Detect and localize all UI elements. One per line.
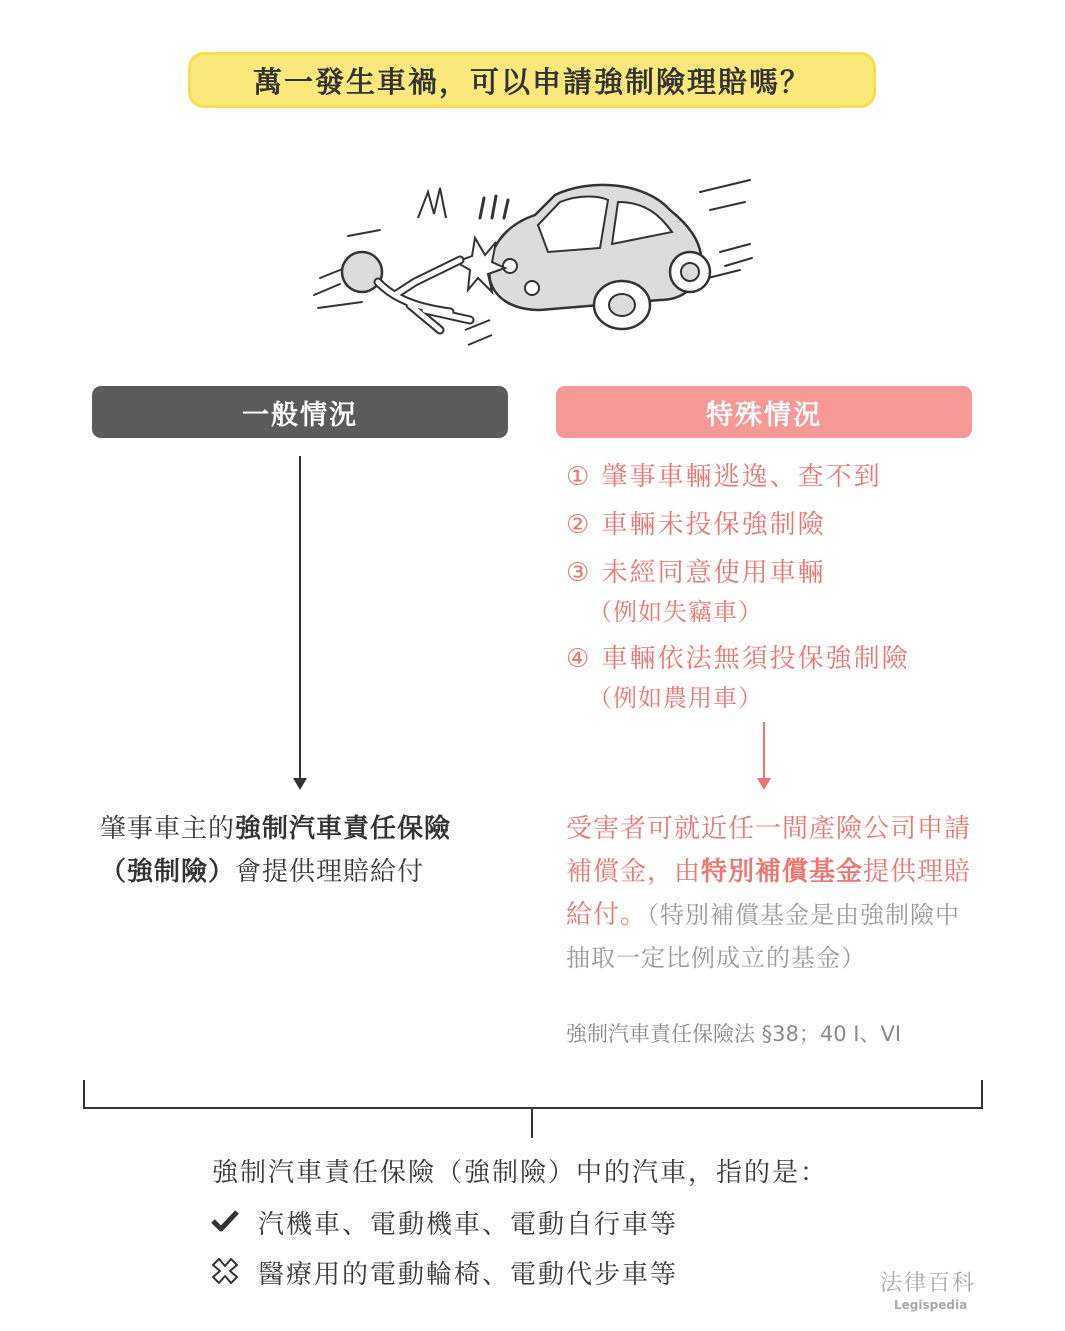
special-case-label: 特殊情況 [706, 399, 822, 431]
vehicle-definition: 強制汽車責任保險（強制險）中的汽車，指的是： [212, 1158, 829, 1188]
condition-3-note: （例如失竊車） [588, 598, 763, 626]
special-result-part2: 提供理賠給付。 [566, 857, 972, 930]
general-case-result [100, 808, 520, 894]
left-down-arrow [290, 456, 310, 792]
general-case-label: 一般情況 [242, 399, 358, 431]
bracket-connector [80, 1078, 986, 1140]
special-result-note: （特別補償基金是由強制險中抽取一定比例成立的基金） [566, 901, 961, 972]
brand-logo: 法律百科 [880, 1271, 977, 1296]
special-case-header [556, 386, 972, 438]
special-result-part1: 受害者可就近任一間產險公司申請補償金，由 [566, 814, 972, 887]
special-result-fund: 特別補償基金 [701, 857, 864, 887]
excluded-vehicles: 醫療用的電動輪椅、電動代步車等 [258, 1260, 679, 1290]
general-result-prefix: 肇事車主的 [100, 814, 236, 844]
condition-2: ② 車輛未投保強制險 [566, 510, 826, 540]
condition-4-note: （例如農用車） [588, 684, 763, 712]
general-result-abbrev: （強制險） [100, 857, 236, 887]
general-result-insurance: 強制汽車責任保險 [235, 814, 452, 844]
right-down-arrow [754, 722, 774, 792]
condition-3: ③ 未經同意使用車輛 [566, 558, 826, 588]
title-banner [188, 52, 876, 108]
special-case-result [566, 808, 976, 980]
brand-subtitle: Legispedia [894, 1298, 968, 1312]
condition-1: ① 肇事車輛逃逸、查不到 [566, 462, 882, 492]
cross-icon [210, 1256, 240, 1286]
general-result-suffix: 會提供理賠給付 [235, 857, 425, 887]
law-reference: 強制汽車責任保險法 §38；40 I、VI [566, 1022, 902, 1046]
car-accident-illustration [300, 170, 770, 360]
condition-4: ④ 車輛依法無須投保強制險 [566, 644, 910, 674]
general-case-header [92, 386, 508, 438]
included-vehicles: 汽機車、電動機車、電動自行車等 [258, 1210, 679, 1240]
page-title: 萬一發生車禍，可以申請強制險理賠嗎？ [252, 64, 811, 99]
check-icon [210, 1208, 240, 1234]
